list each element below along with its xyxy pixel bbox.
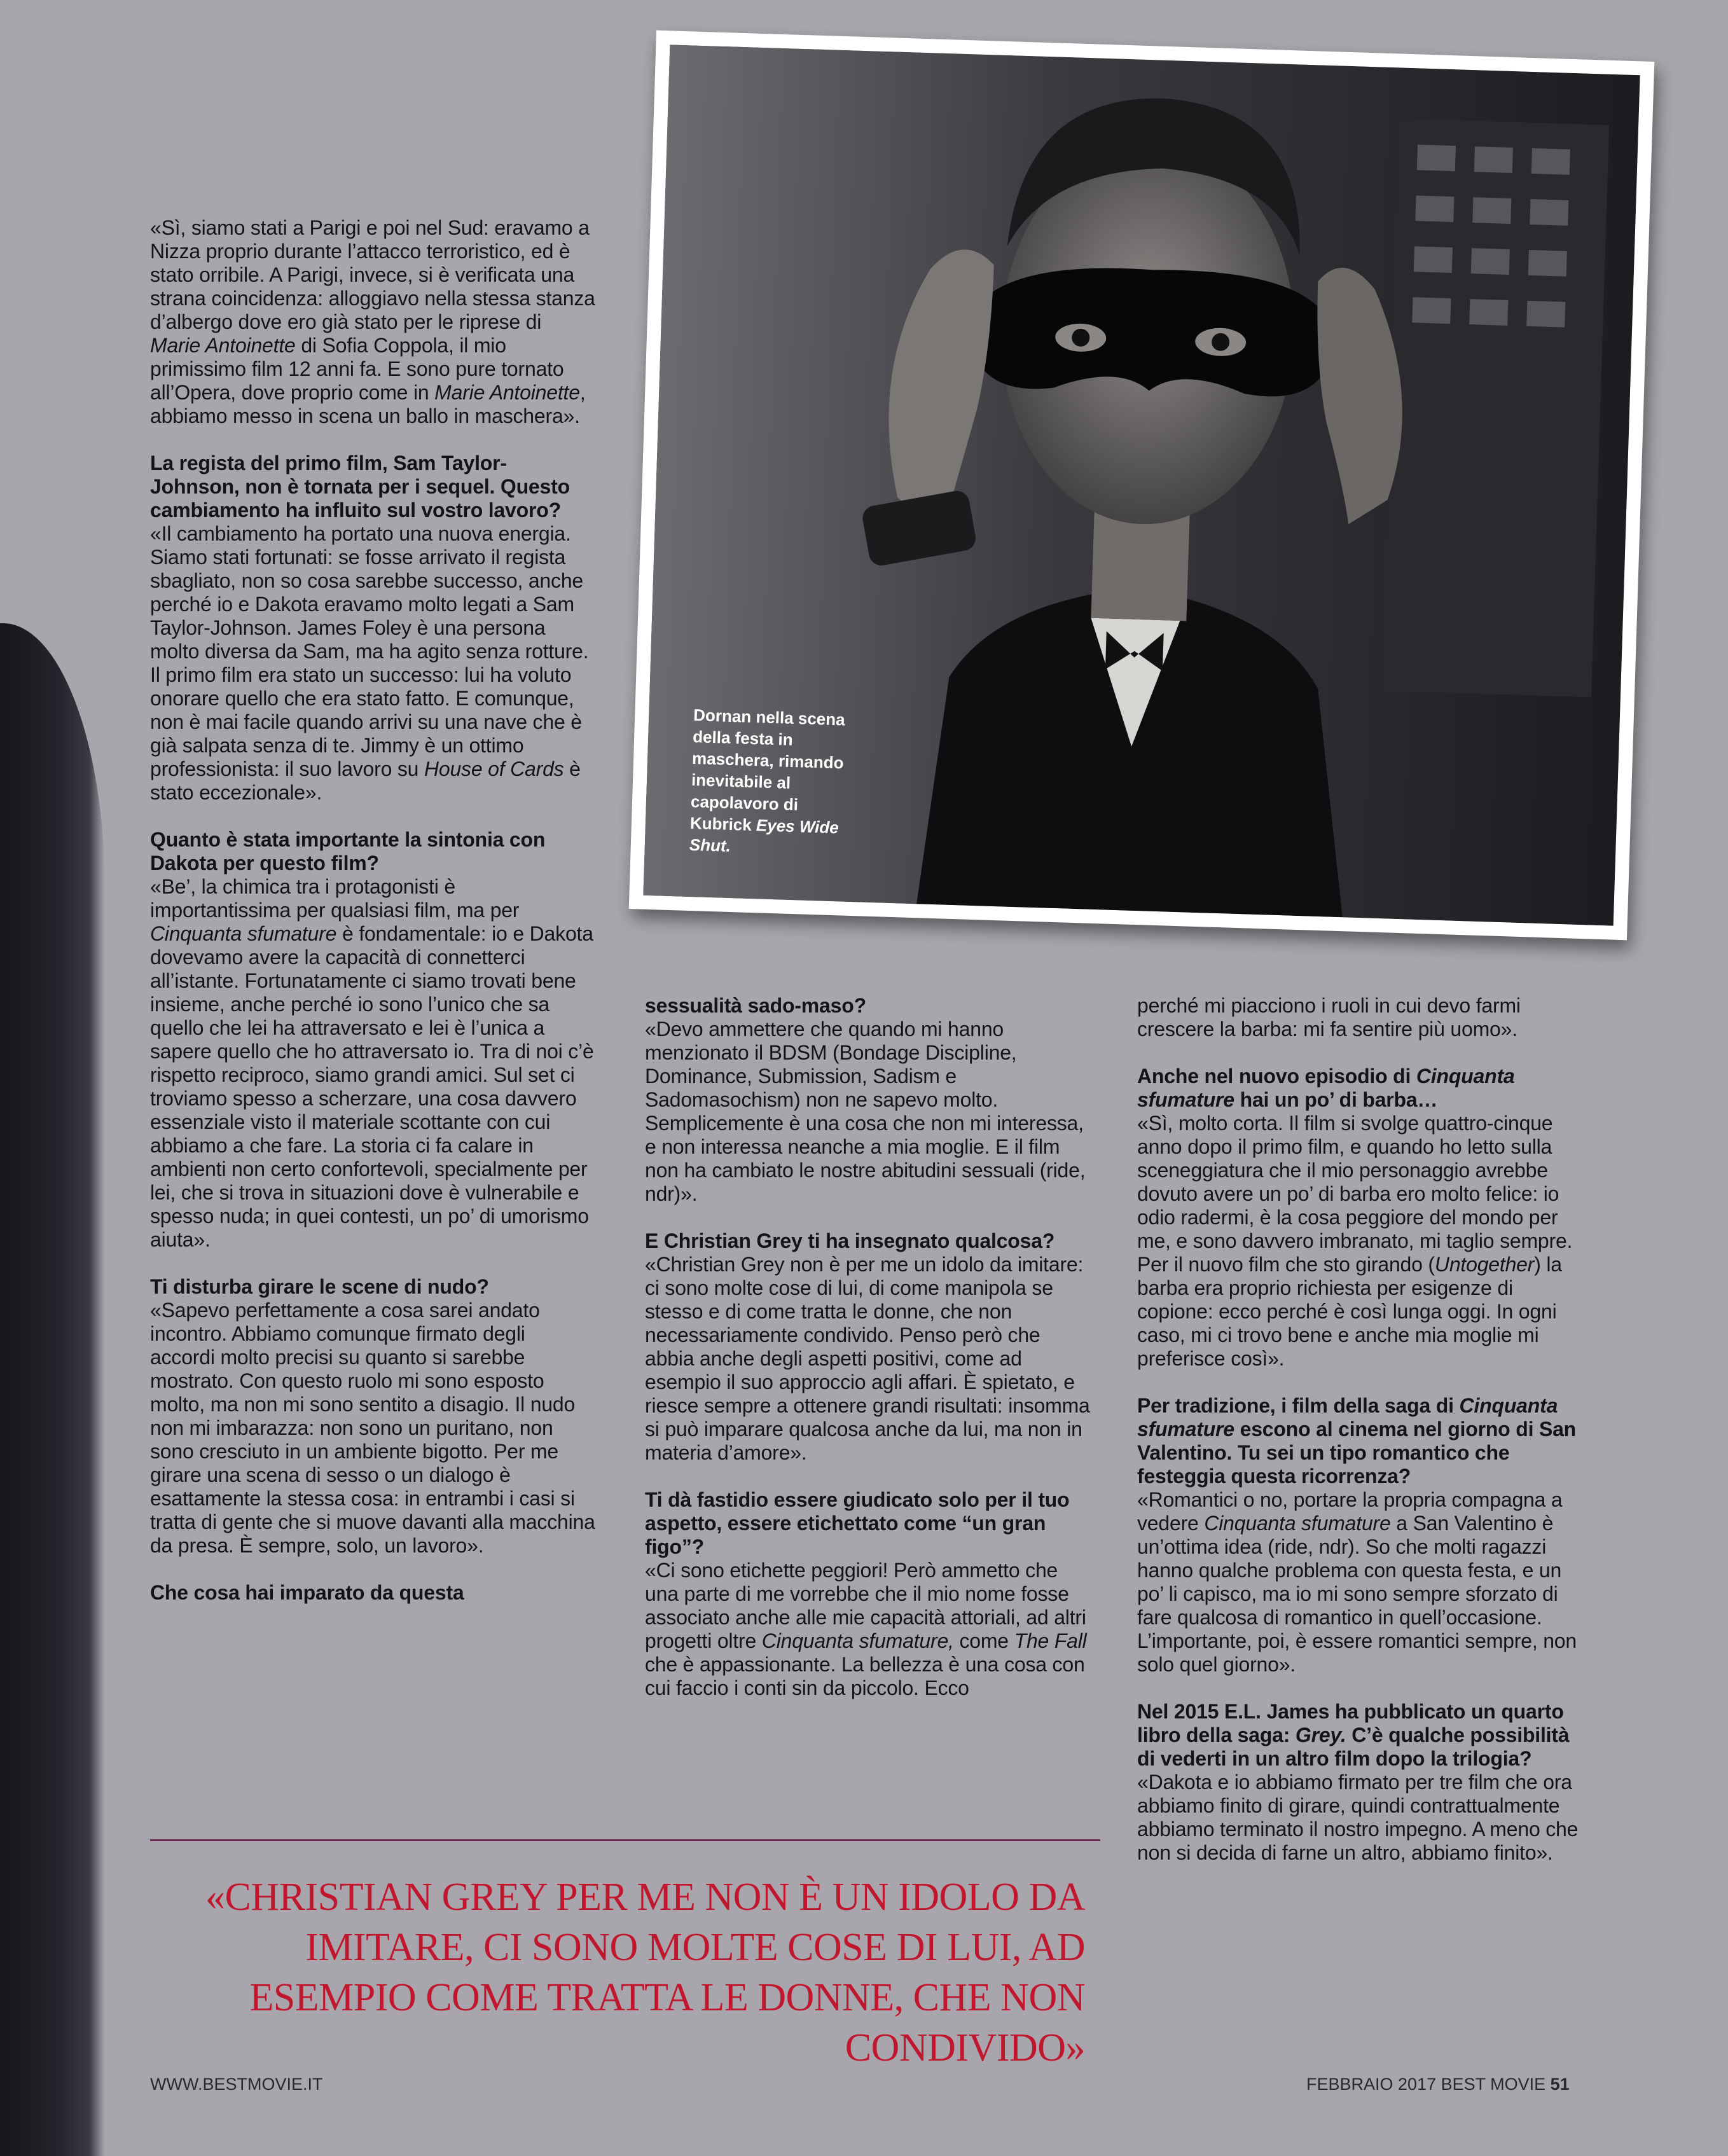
text-run: ) la barba era proprio richiesta per esigenze di copione: ecco perché è così lunga oggi. In ogni caso, mi ci trovo bene e anche mia moglie mi preferisce così». (1137, 1253, 1562, 1370)
film-title: Marie Antoinette (434, 381, 580, 404)
text-run: è fondamentale: io e Dakota dovevamo avere la capacità di connetterci all’istante. Fortunatamente ci siamo trovati bene insieme, anche perché io sono l’unico che sa quello che lei ha attraversato e lei è l’unica a sapere quello che ho attraversato io. Tra di noi c’è rispetto reciproco, siamo grandi amici. Sul set ci troviamo spesso a scherzare, una cosa davvero essenziale visto il materiale scottante con cui abbiamo a che fare. La storia ci fa calare in ambienti non certo confortevoli, specialmente per lei, che si trova in situazioni dove è vulnerabile e spesso nuda; in quei contesti, un po’ di umorismo aiuta». (150, 922, 594, 1251)
masked-man-photo (643, 45, 1640, 925)
qa-block (645, 994, 1090, 1206)
text-run: di Sofia Coppola, il mio primissimo film 12 anni fa. E sono pure tornato all’Opera, dove proprio come in (150, 334, 564, 404)
interview-answer: «Sapevo perfettamente a cosa sarei andato incontro. Abbiamo comunque firmato degli accordi molto precisi su quanto si sarebbe mostrato. Con questo ruolo mi sono esposto molto, ma non mi sono sentito a disagio. Il nudo non mi imbarazza: non sono un puritano, non sono cresciuto in un ambiente bigotto. Per me girare una scena di sesso o un dialogo è esattamente la stessa cosa: in entrambi i casi si tratta di gente che si muove davanti alla macchina da presa. È sempre, solo, un lavoro». (150, 1299, 595, 1557)
text-run: come (953, 1629, 1014, 1652)
series-title: House of Cards (424, 757, 564, 780)
qa-block (645, 1488, 1090, 1700)
page-number: 51 (1550, 2075, 1570, 2094)
qa-block (150, 1275, 595, 1558)
text-run: «Romantici o no, portare la propria compagna a vedere (1137, 1488, 1563, 1535)
qa-block (150, 1581, 595, 1605)
article-column-3 (1137, 994, 1582, 1888)
answer-paragraph (150, 216, 595, 428)
text-run: «Be’, la chimica tra i protagonisti è importantissima per qualsiasi film, ma per (150, 875, 520, 922)
footer-issue-info (1306, 2075, 1570, 2094)
text-run: che è appassionante. La bellezza è una cosa con cui faccio i conti sin da piccolo. Ecco (645, 1653, 1085, 1699)
film-title: Cinquanta sfumature (150, 922, 337, 945)
film-title: Untogether (1434, 1253, 1535, 1276)
pull-quote-rule (150, 1839, 1100, 1841)
text-run: «Il cambiamento ha portato una nuova energia. Siamo stati fortunati: se fosse arrivato il regista sbagliato, non so cosa sarebbe successo, anche perché io e Dakota eravamo molto legati a Sam Taylor-Johnson. James Foley è una persona molto diversa da Sam, ma ha agito senza rotture. Il primo film era stato un successo: lui ha voluto onorare quello che era stato fatto. E comunque, non è mai facile quando arrivi su una nave che è già salpata senza di te. Jimmy è un ottimo professionista: il suo lavoro su (150, 522, 589, 780)
qa-block (150, 828, 595, 1252)
text-run: a San Valentino è un’ottima idea (ride, ndr). So che molti ragazzi hanno qualche problema con questa festa, e un po’ li capisco, ma io mi sono sempre sforzato di fare qualcosa di romantico in quell’occasione. L’importante, poi, è essere romantici sempre, non solo quel giorno». (1137, 1512, 1577, 1676)
text-run: perché mi piacciono i ruoli in cui devo farmi crescere la barba: mi fa sentire più uomo». (1137, 994, 1521, 1040)
caption-text: Dornan nella scena della festa in maschera, rimando inevitabile al capolavoro di Kubrick (689, 705, 846, 835)
film-title: Cinquanta sfumature (1137, 1065, 1515, 1111)
issue-label: FEBBRAIO 2017 BEST MOVIE (1306, 2075, 1551, 2094)
interview-answer: «Christian Grey non è per me un idolo da imitare: ci sono molte cose di lui, di come manipola se stesso e di come tratta le donne, che non necessariamente condivido. Penso però che abbia anche degli aspetti positivi, come ad esempio il suo approccio agli affari. È spietato, e riesce sempre a ottenere grandi risultati: insomma si può imparare qualcosa anche da lui, ma non in materia d’amore». (645, 1253, 1090, 1464)
pull-quote: «CHRISTIAN GREY PER ME NON È UN IDOLO DA IMITARE, CI SONO MOLTE COSE DI LUI, AD ESEMPIO COME TRATTA LE DONNE, CHE NON CONDIVIDO» (205, 1876, 1085, 2070)
film-title: Cinquanta sfumature (1137, 1394, 1558, 1441)
qa-block (1137, 1700, 1582, 1865)
text-run: , abbiamo messo in scena un ballo in maschera». (150, 381, 586, 427)
text-run: C’è qualche possibilità di vederti in un altro film dopo la trilogia? (1137, 1724, 1570, 1770)
interview-answer: «Dakota e io abbiamo firmato per tre film che ora abbiamo finito di girare, quindi contrattualmente abbiamo terminato il nostro impegno. A meno che non si decida di farne un altro, abbiamo finito». (1137, 1771, 1579, 1864)
interview-answer: «Devo ammettere che quando mi hanno menzionato il BDSM (Bondage Discipline, Dominance, Submission, Sadism e Sadomasochism) non ne sapevo molto. Semplicemente è una cosa che non mi interessa, e non interessa neanche a mia moglie. E il film non ha cambiato le nostre abitudini sessuali (ride, ndr)». (645, 1018, 1086, 1205)
suit-silhouette (0, 623, 105, 2156)
interview-question: Ti dà fastidio essere giudicato solo per il tuo aspetto, essere etichettato come “un gran figo”? (645, 1488, 1070, 1558)
interview-question: sessualità sado-maso? (645, 994, 866, 1017)
photo-frame (629, 31, 1655, 941)
interview-question: Ti disturba girare le scene di nudo? (150, 1275, 489, 1298)
text-run: Nel 2015 E.L. James ha pubblicato un quarto libro della saga: (1137, 1700, 1564, 1746)
text-run: «Sì, siamo stati a Parigi e poi nel Sud: eravamo a Nizza proprio durante l’attacco terroristico, ed è stato orribile. A Parigi, invece, si è verificata una strana coincidenza: alloggiavo nella stessa stanza d’albergo dove ero già stato per le riprese di (150, 216, 595, 333)
text-run: «Sì, molto corta. Il film si svolge quattro-cinque anno dopo il primo film, e quando ho letto sulla sceneggiatura che il mio personaggio avrebbe dovuto avere un po’ di barba ero molto felice: io odio radermi, è la cosa peggiore del mondo per me, e sono davvero imbranato, mi taglio sempre. Per il nuovo film che sto girando ( (1137, 1112, 1573, 1276)
text-run: escono al cinema nel giorno di San Valentino. Tu sei un tipo romantico che festeggia questa ricorrenza? (1137, 1418, 1577, 1488)
text-run: è stato eccezionale». (150, 757, 581, 804)
series-title: The Fall (1014, 1629, 1087, 1652)
interview-question: Quanto è stata importante la sintonia con Dakota per questo film? (150, 828, 546, 874)
film-title: Cinquanta sfumature (1204, 1512, 1391, 1535)
interview-question: E Christian Grey ti ha insegnato qualcosa? (645, 1229, 1055, 1252)
text-run: hai un po’ di barba… (1234, 1088, 1438, 1111)
qa-block (150, 452, 595, 805)
qa-block (645, 1229, 1090, 1465)
film-title: Marie Antoinette (150, 334, 296, 357)
article-column-1 (150, 216, 595, 1628)
qa-block (1137, 1394, 1582, 1676)
book-title: Grey. (1295, 1724, 1346, 1746)
film-title: Cinquanta sfumature, (761, 1629, 954, 1652)
answer-paragraph (1137, 994, 1582, 1041)
text-run: «Ci sono etichette peggiori! Però ammetto che una parte di me vorrebbe che il mio nome fosse associato anche alle mie capacità attoriali, ad altri progetti oltre (645, 1559, 1086, 1652)
text-run: Per tradizione, i film della saga di (1137, 1394, 1460, 1417)
qa-block (1137, 1065, 1582, 1371)
footer-website[interactable]: WWW.BESTMOVIE.IT (150, 2075, 323, 2094)
interview-question (1137, 1700, 1582, 1771)
photo-caption (689, 704, 859, 860)
caption-film-title: Eyes Wide Shut. (689, 815, 840, 855)
interview-question (1137, 1394, 1582, 1488)
article-column-2 (645, 994, 1090, 1724)
interview-question: La regista del primo film, Sam Taylor-Johnson, non è tornata per i sequel. Questo cambiamento ha influito sul vostro lavoro? (150, 452, 570, 522)
interview-question (1137, 1065, 1582, 1112)
text-run: Anche nel nuovo episodio di (1137, 1065, 1416, 1088)
interview-question: Che cosa hai imparato da questa (150, 1581, 464, 1604)
